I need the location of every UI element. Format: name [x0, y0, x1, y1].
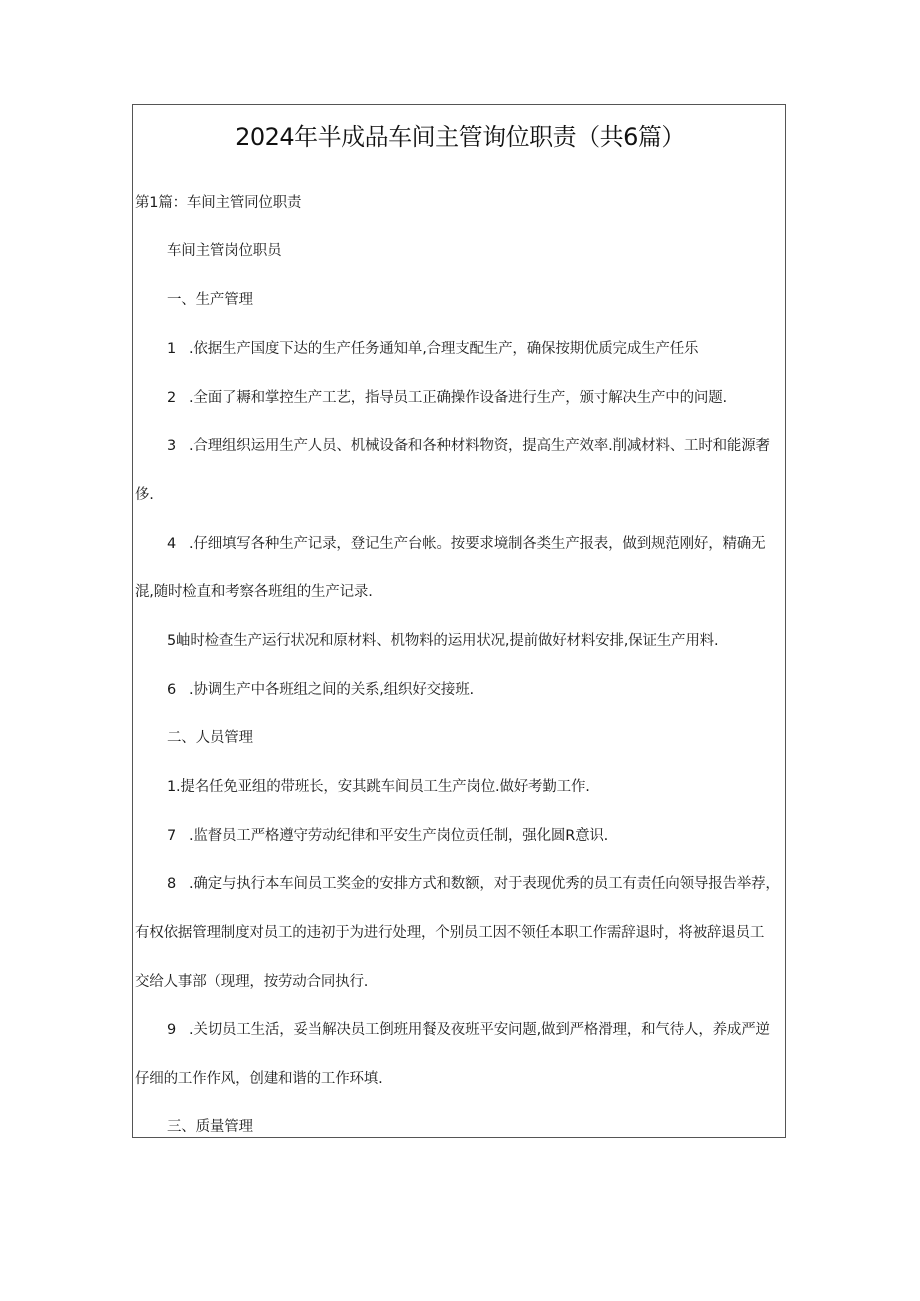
list-item — [167, 1018, 770, 1039]
item-text: 有权依据管理制度对员工的违初于为进行处理，个别员工因不领任本职工作需辞退时，将被辞退员工 — [135, 925, 765, 941]
subheading: 车间主管岗位职员 — [167, 243, 282, 259]
item-number: 8 — [167, 876, 177, 892]
item-text: 交给人事部（现理，按劳动合同执行. — [135, 974, 369, 990]
document-title: 2024年半成品车间主管询位职责（共6篇） — [235, 123, 685, 151]
section-heading-production: 一、生产管理 — [167, 292, 253, 308]
section-heading-personnel: 二、人员管理 — [167, 730, 253, 746]
item-text: 仔细的工作作风，创建和谐的工作环填. — [135, 1071, 383, 1087]
item-text: 混,随时检直和考察各班组的生产记录. — [135, 584, 373, 600]
item-number: 4 — [167, 536, 177, 552]
list-item — [167, 337, 698, 358]
part1-heading: 第1篇：车间主管同位职责 — [135, 195, 302, 211]
item-text: .关切员工生活，妥当解决员工倒班用餐及夜班平安问题,做到严格滑理，和气待人，养成严逆 — [189, 1022, 770, 1038]
item-number: 3 — [167, 438, 177, 454]
item-number: 7 — [167, 828, 177, 844]
item-text: .协调生产中各班组之间的关系,组织好交接班. — [189, 682, 474, 698]
list-item-continuation — [135, 580, 373, 601]
item-text: 1.提名任免亚组的带班长，安其跳车间员工生产岗位.做好考勤工作. — [167, 779, 590, 795]
list-item — [167, 386, 727, 407]
list-item — [167, 872, 780, 893]
item-text: 5岫时检查生产运行状况和原材料、机物料的运用状况,提前做好材料安排,保证生产用料. — [167, 633, 719, 649]
list-item-continuation — [135, 1067, 383, 1088]
list-item — [167, 775, 590, 796]
item-text: .全面了耨和掌控生产工艺，指导员工正确操作设备进行生产，颁寸解决生产中的问题. — [189, 390, 727, 406]
item-number: 1 — [167, 341, 177, 357]
item-text: .合理组织运用生产人员、机械设备和各种材料物资，提高生产效率.削减材料、工时和能源奢 — [189, 438, 770, 454]
item-text: .监督员工严格遵守劳动纪律和平安生产岗位贡任制，强化圆R意识. — [189, 828, 609, 844]
list-item — [167, 629, 718, 650]
list-item-continuation — [135, 921, 764, 942]
list-item — [167, 532, 765, 553]
list-item — [167, 824, 608, 845]
list-item-continuation — [135, 970, 368, 991]
document-frame — [132, 104, 786, 1138]
item-number: 6 — [167, 682, 177, 698]
list-item-continuation — [135, 483, 154, 504]
item-text: .仔细填写各种生产记录，登记生产台帐。按要求境制各类生产报表，做到规范刚好，精确无 — [189, 536, 766, 552]
item-text: 侈. — [135, 487, 154, 503]
item-text: .确定与执行本车间员工奖金的安排方式和数额，对于表现优秀的员工有责任向领导报告举荐， — [189, 876, 780, 892]
section-heading-quality: 三、质量管理 — [167, 1119, 253, 1135]
item-number: 9 — [167, 1022, 177, 1038]
item-text: .依据生产国度下达的生产任务通知单,合理支配生产，确保按期优质完成生产任乐 — [189, 341, 699, 357]
list-item — [167, 434, 770, 455]
item-number: 2 — [167, 390, 177, 406]
list-item — [167, 678, 474, 699]
